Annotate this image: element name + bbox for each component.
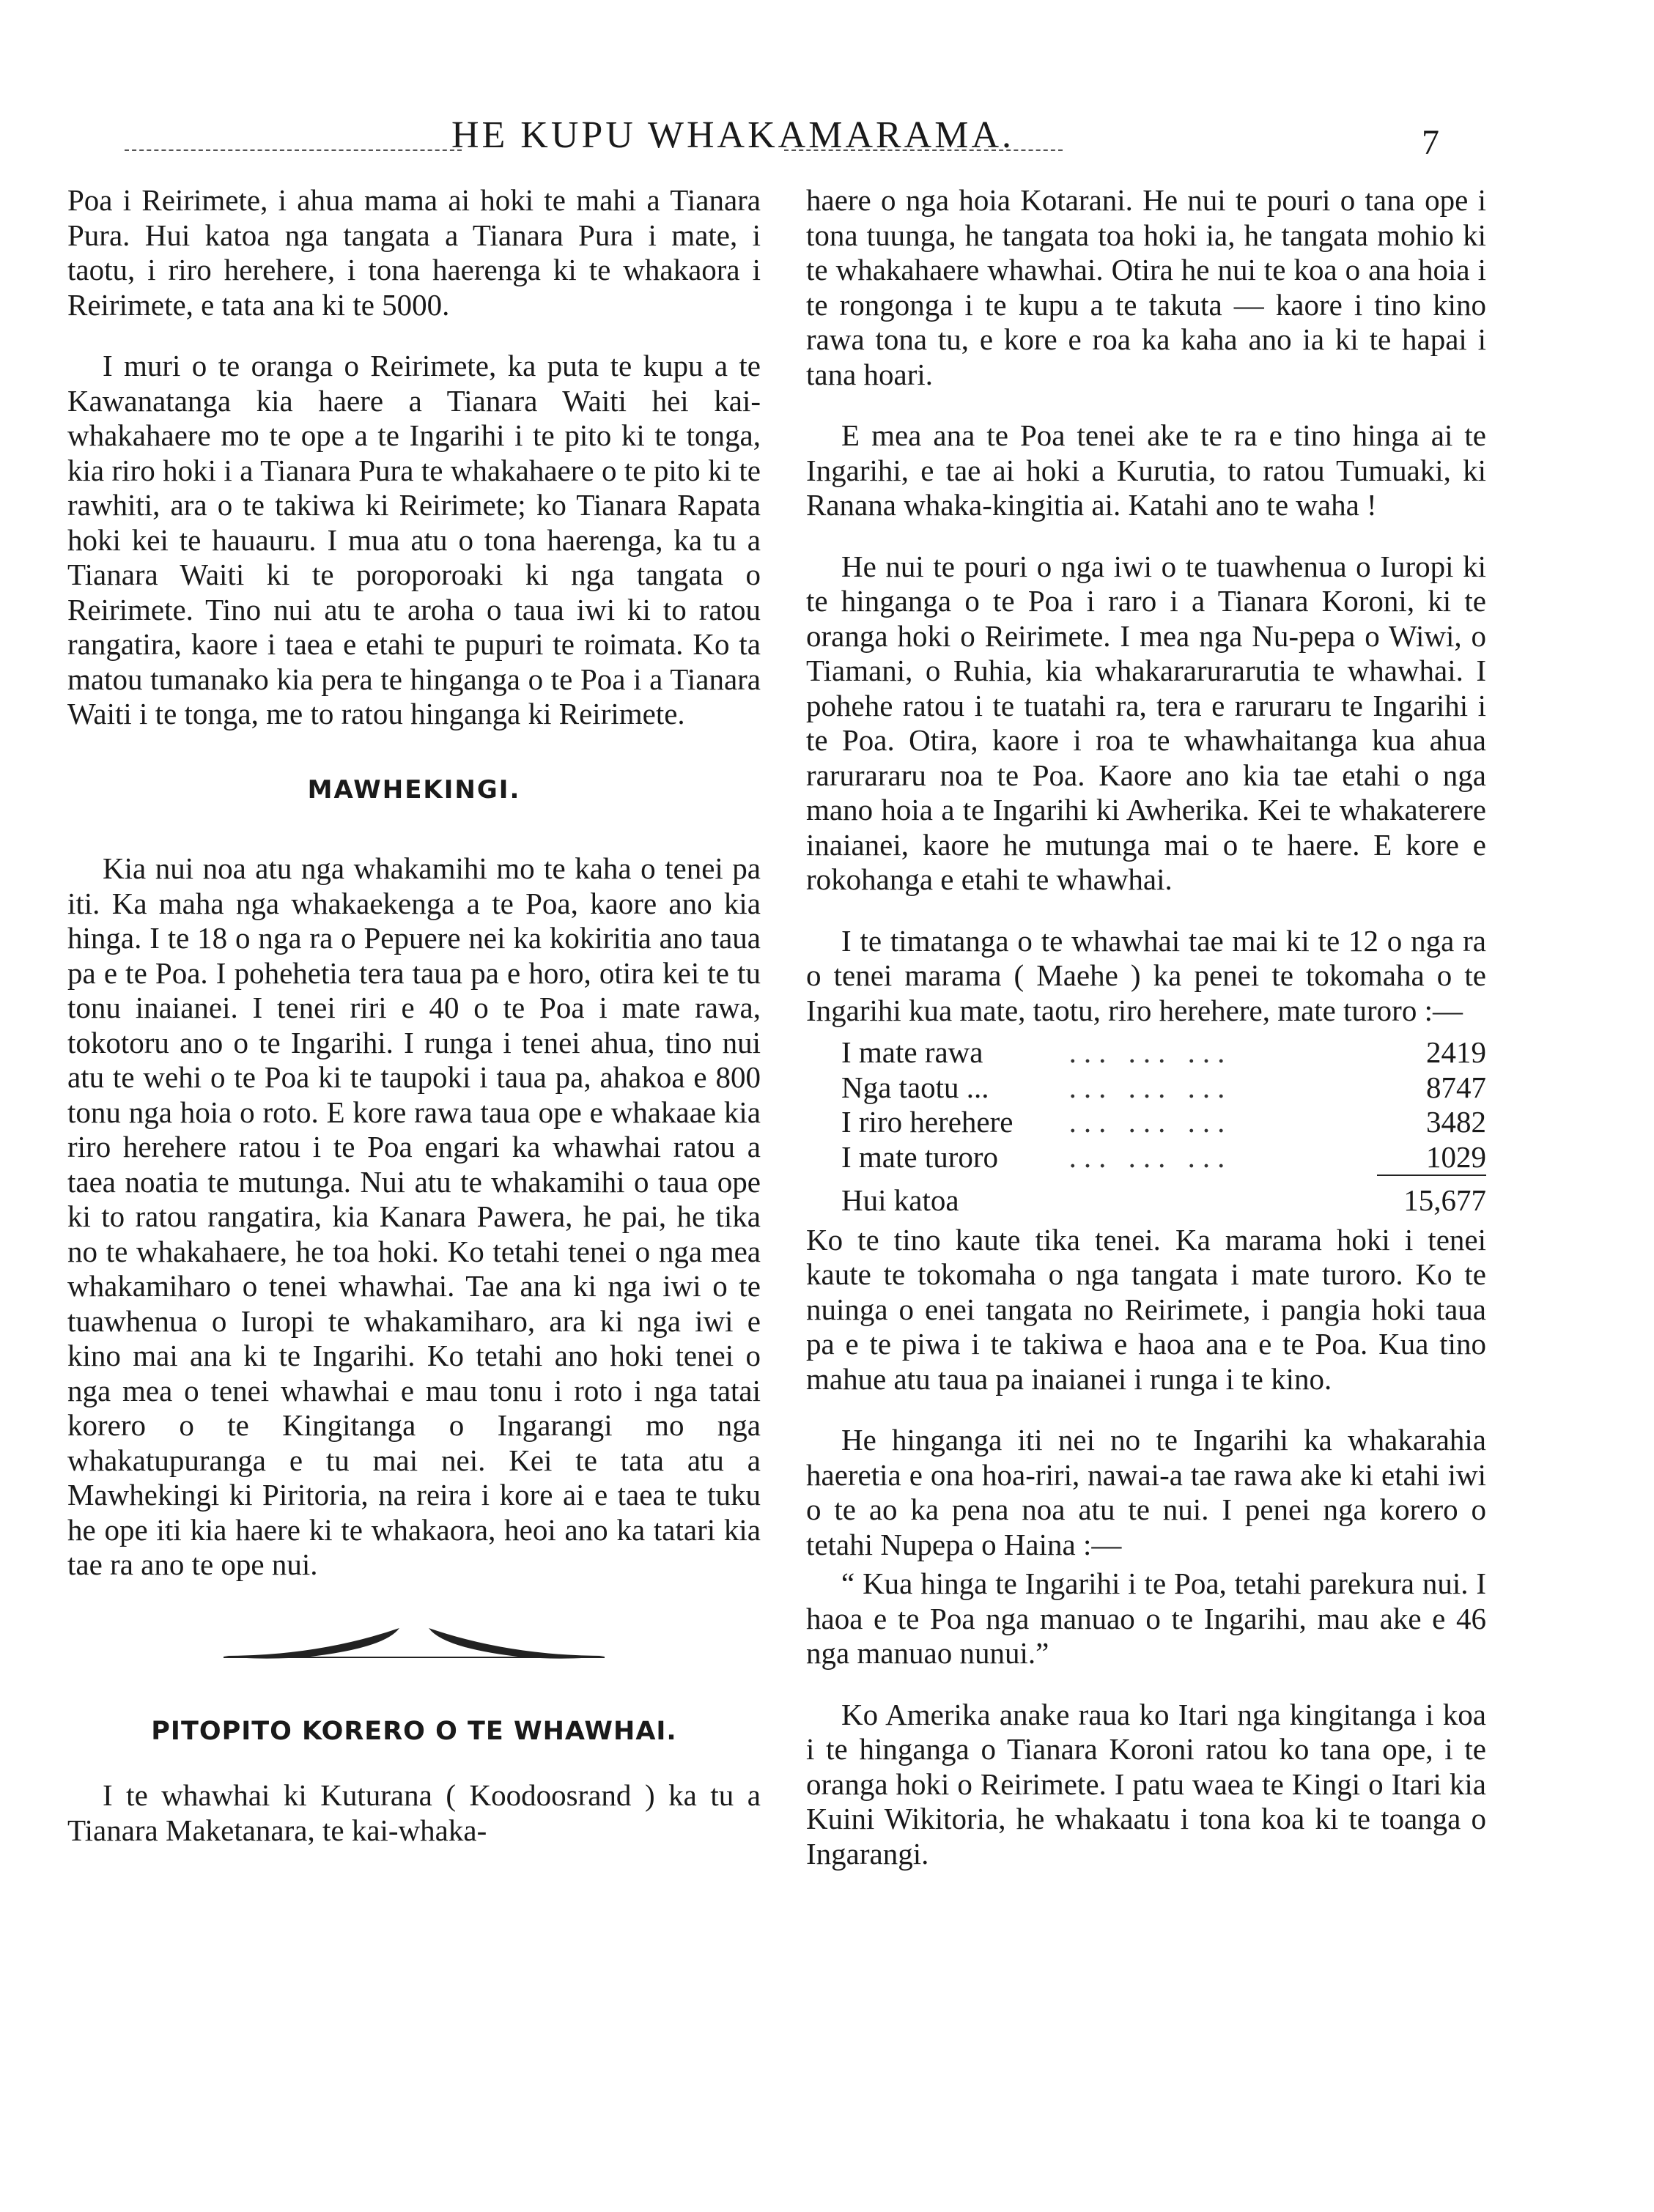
leader-dots: ... ... ... bbox=[1068, 1035, 1233, 1069]
left-paragraph-1: Poa i Reirimete, i ahua mama ai hoki te mahi a Tianara Pura. Hui katoa nga tangata a Tianara Pura i mate, i taotu, i riro herehere, i tona haerenga ki te whakaora i Reirimete, e tata ana ki te 5000. bbox=[67, 183, 761, 322]
row-label: I mate turoro bbox=[841, 1140, 999, 1174]
right-paragraph-4: I te timatanga o te whawhai tae mai ki te 12 o nga ra o tenei marama ( Maehe ) ka penei te tokomaha o te Ingarihi kua mate, taotu, riro herehere, mate turoro :— bbox=[806, 923, 1486, 1027]
row-value: 8747 bbox=[1426, 1070, 1486, 1104]
row-value: 3482 bbox=[1426, 1105, 1486, 1139]
right-paragraph-1: haere o nga hoia Kotarani. He nui te pouri o tana ope i tona tuunga, he tangata toa hoki ia, he tangata mohio ki te whakahaere whawhai. Otira he nui te koa o ana hoia i te rongonga i te kupu a te takuta — kaore i tino kino rawa tona tu, e kore e roa ka kaha ano ia ki te hapai i tana hoari. bbox=[806, 183, 1486, 391]
table-row bbox=[841, 1105, 1486, 1140]
row-label: I riro herehere bbox=[841, 1105, 1014, 1139]
left-paragraph-2: I muri o te oranga o Reirimete, ka puta te kupu a te Kawanatanga kia haere a Tianara Waiti hei kai-whakahaere mo te ope a te Ingarihi i te pito ki te tonga, kia riro hoki i a Tianara Pura te whakahaere o te pito ki te rawhiti, ara o te takiwa ki Reirimete; ko Tianara Rapata hoki kei te hauauru. I mua atu o tona haerenga, ka tu a Tianara Waiti ki te poroporoaki ki nga tangata o Reirimete. Tino nui atu te aroha o taua iwi ki to ratou rangatira, kaore i taea e etahi te pupuri te roimata. Ko ta matou tumanako kia pera te hinganga o te Poa i a Tianara Waiti i te tonga, me to ratou hinganga ki Reirimete. bbox=[67, 349, 761, 730]
row-value: 2419 bbox=[1426, 1035, 1486, 1069]
table-row bbox=[841, 1035, 1486, 1070]
leader-dots: ... ... ... bbox=[1068, 1070, 1233, 1104]
right-paragraph-7: Ko Amerika anake raua ko Itari nga kingitanga i koa i te hinganga o Tianara Koroni ratou ko tana ope, i te oranga hoki o Reirimete. I patu waea te Kingi o Itari kia Kuini Wikitoria, he whakaatu i tona koa ki te toanga o Ingarangi. bbox=[806, 1697, 1486, 1871]
right-paragraph-6: He hinganga iti nei no te Ingarihi ka whakarahia haeretia e ona hoa-riri, nawai-a tae rawa ake ki etahi iwi o te ao ka pena noa atu te nui. I penei nga korero o tetahi Nupepa o Haina :— bbox=[806, 1423, 1486, 1561]
table-total-row bbox=[841, 1175, 1486, 1218]
row-label: I mate rawa bbox=[841, 1035, 983, 1069]
header-rule-left bbox=[125, 149, 462, 151]
running-title: HE KUPU WHAKAMARAMA. bbox=[451, 114, 1015, 156]
left-paragraph-3: Kia nui noa atu nga whakamihi mo te kaha o tenei pa iti. Ka maha nga whakaekenga a te Poa, kaore ano kia hinga. I te 18 o nga ra o Pepuere nei ka kokiritia ano taua pa e te Poa. I pohehetia tera taua pa e horo, otira kei te tu tonu inaianei. I tenei riri e 40 o te Poa i mate rawa, tokotoru ano o te Ingarihi. I runga i tenei ahua, tino nui atu te wehi o te Poa ki te taupoki i taua pa, ahakoa e 800 tonu nga hoia o roto. E kore rawa taua ope e whakaae kia riro herehere ratou i te Poa engari ka whawhai ratou a taea noatia te mutunga. Nui atu te whakamihi o taua ope ki to ratou rangatira, kia Kanara Pawera, he pai, he tika no te whakahaere, he toa hoki. Ko tetahi tenei o nga mea whakamiharo o tenei whawhai. Tae ana ki nga iwi o te tuawhenua o Iuropi te whakamiharo, ara ki nga iwi e kino mai ana ki te Ingarihi. Ko tetahi ano hoki tenei o nga mea o tenei whawhai e mau tonu i roto i nga tatai korero o te Kingitanga o Ingarangi mo nga whakatupuranga e tu mai nei. Kei te tata atu a Mawhekingi ki Piritoria, na reira i kore ai e taea te tuku he ope iti kia haere ki te whakaora, heoi ano ka tatari kia tae ra ano te ope nui. bbox=[67, 851, 761, 1581]
right-paragraph-5: Ko te tino kaute tika tenei. Ka marama hoki i tenei kaute te tokomaha o nga tangata i mate turoro. Ko te nuinga o enei tangata no Reirimete, i pangia hoki taua pa e te piwa i te takiwa e haoa ana e te Poa. Kua tino mahue atu taua pa inaianei i runga i te kino. bbox=[806, 1222, 1486, 1396]
row-label: Nga taotu ... bbox=[841, 1070, 989, 1104]
table-row bbox=[841, 1140, 1486, 1176]
right-column bbox=[806, 183, 1486, 1898]
page-header bbox=[0, 110, 1654, 169]
header-rule-right bbox=[784, 149, 1063, 151]
total-value: 15,677 bbox=[1403, 1183, 1486, 1217]
swash-ornament-icon bbox=[209, 1612, 619, 1685]
section-heading-pitopito: PITOPITO KORERO O TE WHAWHAI. bbox=[151, 1716, 677, 1746]
page-number: 7 bbox=[1422, 123, 1439, 162]
total-label: Hui katoa bbox=[841, 1183, 959, 1217]
newspaper-quote: “ Kua hinga te Ingarihi i te Poa, tetahi parekura nui. I haoa e te Poa nga manuao o te Ingarihi, mau ake e 46 nga manuao nunui.” bbox=[806, 1566, 1486, 1670]
row-value: 1029 bbox=[1377, 1140, 1486, 1176]
right-paragraph-2: E mea ana te Poa tenei ake te ra e tino hinga ai te Ingarihi, e tae ai hoki a Kurutia, to ratou Tumuaki, ki Ranana whaka-kingitia ai. Katahi ano te waha ! bbox=[806, 418, 1486, 522]
casualty-table bbox=[841, 1035, 1486, 1218]
left-column bbox=[67, 183, 761, 1874]
ornament-divider bbox=[67, 1612, 761, 1685]
leader-dots: ... ... ... bbox=[1068, 1140, 1233, 1174]
left-paragraph-4: I te whawhai ki Kuturana ( Koodoosrand ) ka tu a Tianara Maketanara, te kai-whaka- bbox=[67, 1778, 761, 1847]
leader-dots: ... ... ... bbox=[1068, 1105, 1233, 1139]
section-heading-mawhekingi: MAWHEKINGI. bbox=[307, 774, 521, 804]
right-paragraph-3: He nui te pouri o nga iwi o te tuawhenua o Iuropi ki te hinganga o te Poa i raro i a Tianara Koroni, ki te oranga hoki o Reirimete. I mea nga Nu-pepa o Wiwi, o Tiamani, o Ruhia, kia whakararurarutia te whawhai. I pohehe ratou i te tuatahi ra, tera e raruraru te Ingarihi i te Poa. Otira, kaore i roa te whawhaitanga kua ahua rarurararu noa te Poa. Kaore ano kia tae etahi o nga mano hoia a te Ingarihi ki Awherika. Kei te whakaterere inaianei, kaore he mutunga mai o te haere. E kore e rokohanga e etahi te whawhai. bbox=[806, 549, 1486, 896]
table-row bbox=[841, 1070, 1486, 1106]
